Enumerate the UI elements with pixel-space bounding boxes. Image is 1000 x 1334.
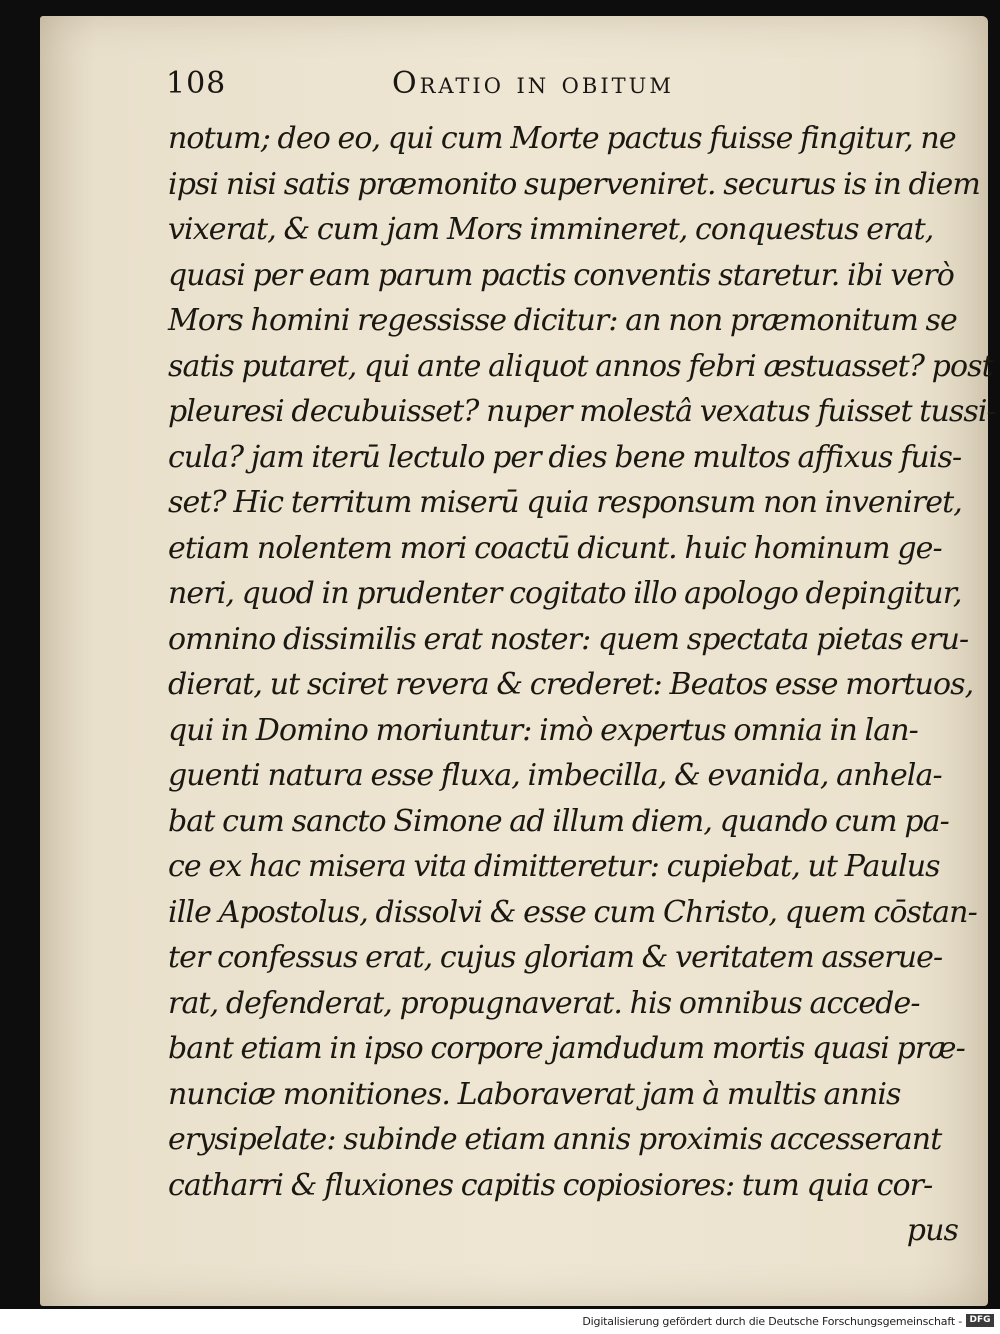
text-line: set? Hic territum miserū quia responsum non inveniret, (168, 485, 962, 520)
text-line: vixerat, & cum jam Mors immineret, conquestus erat, (168, 212, 934, 247)
dfg-logo: DFG (966, 1314, 994, 1327)
text-line: pleuresi decubuisset? nuper molestâ vexatus fuisset tussi- (168, 394, 996, 429)
text-line: guenti natura esse fluxa, imbecilla, & evanida, anhela- (168, 758, 942, 793)
text-line: ce ex hac misera vita dimitteretur: cupiebat, ut Paulus (168, 849, 940, 884)
text-line: ille Apostolus, dissolvi & esse cum Christo, quem cōstan- (168, 894, 977, 930)
text-line: ipsi nisi satis præmonito superveniret. securus is in diem (168, 166, 980, 202)
text-line: dierat, ut sciret revera & crederet: Beatos esse mortuos, (168, 667, 974, 702)
running-head (166, 62, 966, 112)
text-line: rat, defenderat, propugnaverat. his omnibus accede- (168, 985, 920, 1021)
text-line: bant etiam in ipso corpore jamdudum mortis quasi præ- (168, 1031, 965, 1066)
text-line: erysipelate: subinde etiam annis proximis accesserant (168, 1122, 942, 1157)
running-title: Oratio in obitum (392, 66, 674, 101)
text-line: bat cum sancto Simone ad illum diem, quando cum pa- (168, 803, 949, 839)
text-line: satis putaret, qui ante aliquot annos febri æstuasset? post (168, 348, 993, 384)
footer-bar (0, 1309, 1000, 1334)
text-line: Mors homini regessisse dicitur: an non præmonitum se (168, 303, 957, 338)
text-line: notum; deo eo, qui cum Morte pactus fuisse fingitur, ne (168, 121, 956, 156)
text-line: catharri & fluxiones capitis copiosiores: tum quia cor- (168, 1167, 933, 1203)
funding-credit: Digitalisierung gefördert durch die Deutsche Forschungsgemeinschaft - (582, 1315, 962, 1328)
text-line: nunciæ monitiones. Laboraverat jam à multis annis (168, 1076, 901, 1112)
text-line: qui in Domino moriuntur: imò expertus omnia in lan- (168, 712, 918, 748)
text-line: omnino dissimilis erat noster: quem spectata pietas eru- (168, 621, 969, 657)
catchword: pus (906, 1213, 958, 1248)
text-line: quasi per eam parum pactis conventis staretur. ibi verò (168, 257, 954, 293)
body-text (168, 116, 996, 1254)
text-line: ter confessus erat, cujus gloriam & veritatem asserue- (168, 940, 943, 975)
page-number: 108 (166, 66, 227, 101)
text-line: cula? jam iterū lectulo per dies bene multos affixus fuis- (168, 439, 962, 475)
text-line: etiam nolentem mori coactū dicunt. huic hominum ge- (168, 530, 942, 566)
text-line: neri, quod in prudenter cogitato illo apologo depingitur, (168, 576, 962, 611)
